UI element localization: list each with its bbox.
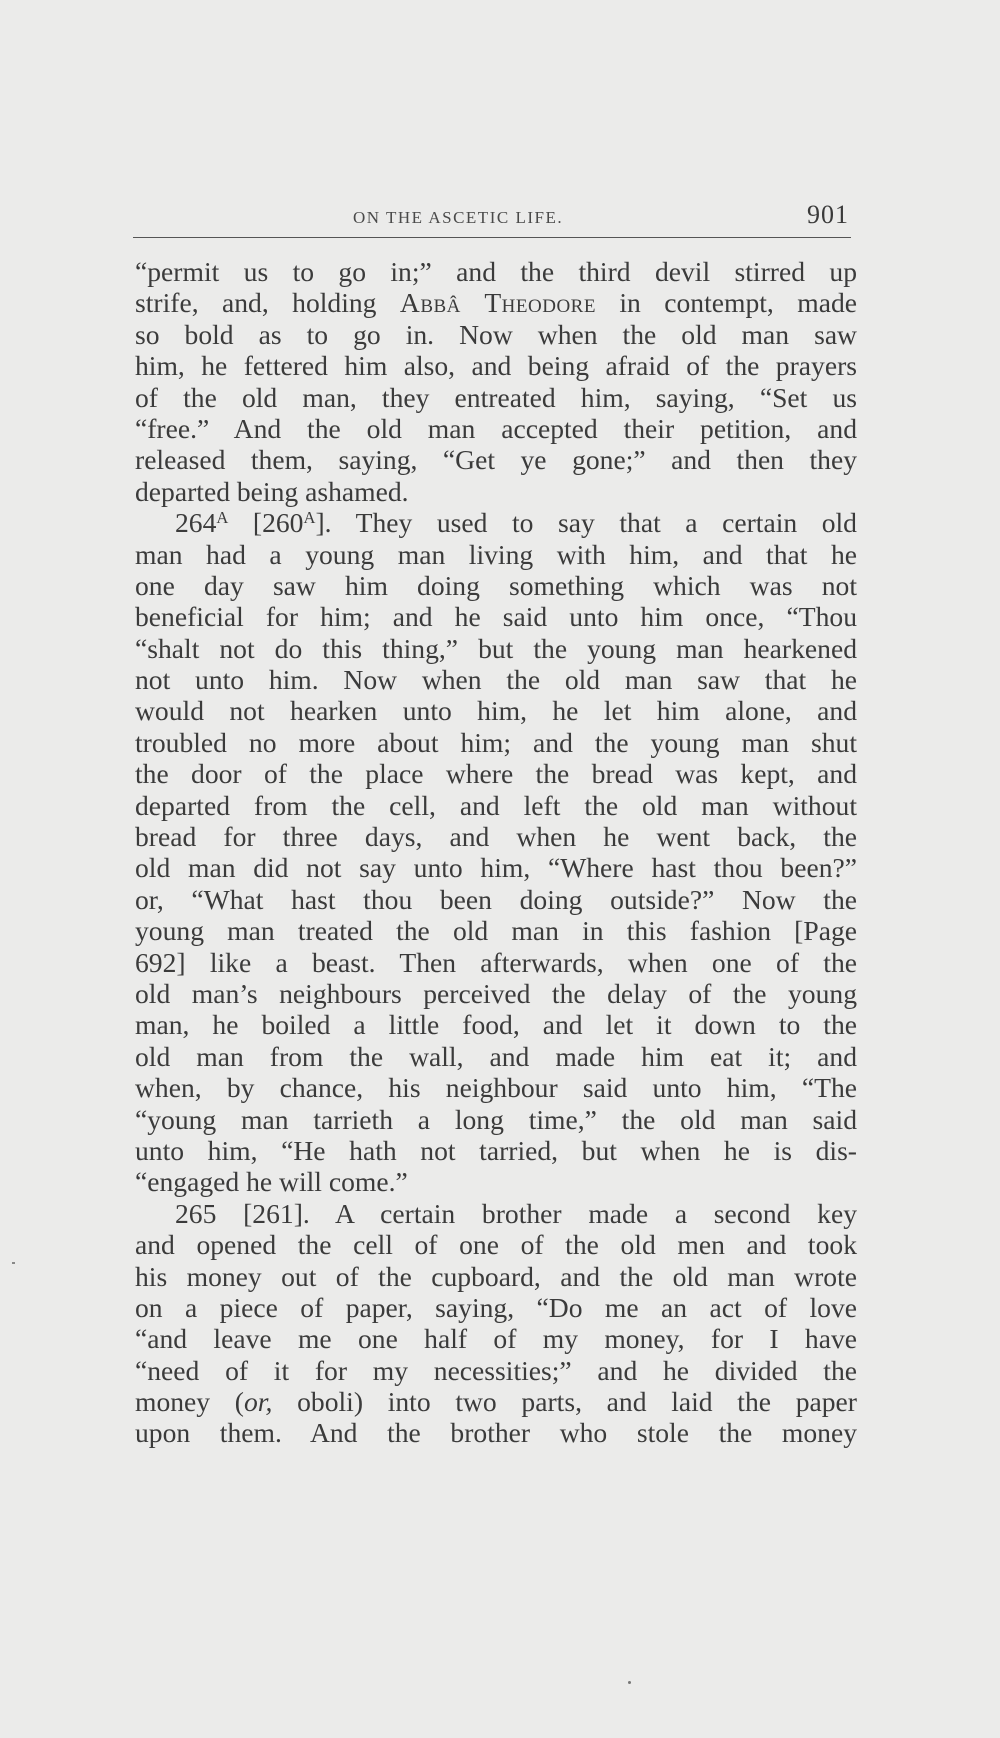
- running-head: ON THE ASCETIC LIFE.: [353, 208, 564, 227]
- name-abba: Abbâ: [399, 287, 461, 319]
- text-line: beneficial for him; and he said unto him once, “Thou: [135, 601, 857, 633]
- paper-speck: [628, 1681, 631, 1684]
- text-line: money (or, oboli) into two parts, and laid the paper: [135, 1386, 857, 1418]
- text-line: “free.” And the old man accepted their petition, and: [135, 412, 857, 444]
- text-line: “young man tarrieth a long time,” the old man said: [135, 1103, 857, 1135]
- text-line: “shalt not do this thing,” but the young man hearkened: [135, 632, 857, 664]
- text-line: would not hearken unto him, he let him alone, and: [135, 695, 857, 727]
- text-line: the door of the place where the bread was kept, and: [135, 758, 857, 790]
- text-line: “and leave me one half of my money, for I have: [135, 1323, 857, 1355]
- paper-speck: [12, 1262, 15, 1264]
- text-line: departed from the cell, and left the old man without: [135, 789, 857, 821]
- section-264-first-line: $264^A$ $[260^A]$. They used to say that a certain old: [175, 507, 857, 539]
- name-theodore: Theodore: [484, 287, 596, 319]
- text-line: “engaged he will come.”: [135, 1166, 408, 1198]
- text-line: departed being ashamed.: [135, 475, 409, 507]
- page-header: [133, 200, 853, 240]
- text-line: strife, and, holding Abbâ Theodore in contempt, made: [135, 287, 857, 319]
- header-rule: [133, 237, 851, 238]
- text-line: old man’s neighbours perceived the delay of the young: [135, 977, 857, 1009]
- text-line: man had a young man living with him, and that he: [135, 538, 857, 570]
- text-line: so bold as to go in. Now when the old man saw: [135, 318, 857, 350]
- text-line: 692] like a beast. Then afterwards, when one of the: [135, 946, 857, 978]
- section-264-label: $264^A$ $[260^A]$.: [175, 507, 332, 539]
- section-265-label: 265 [261].: [175, 1197, 310, 1229]
- text-line: and opened the cell of one of the old men and took: [135, 1229, 857, 1261]
- text-line: his money out of the cupboard, and the old man wrote: [135, 1260, 857, 1292]
- italic-or: or,: [244, 1386, 273, 1418]
- text-line: or, “What hast thou been doing outside?” Now the: [135, 883, 857, 915]
- text-line: “permit us to go in;” and the third devil stirred up: [135, 256, 857, 287]
- text-line: one day saw him doing something which was not: [135, 569, 857, 601]
- text-line: young man treated the old man in this fashion [Page: [135, 915, 857, 947]
- section-265-first-line: 265 [261]. A certain brother made a second key: [175, 1197, 857, 1229]
- text-line: of the old man, they entreated him, saying, “Set us: [135, 381, 857, 413]
- text-line: him, he fettered him also, and being afraid of the prayers: [135, 350, 857, 382]
- text-line: bread for three days, and when he went back, the: [135, 821, 857, 853]
- text-line: on a piece of paper, saying, “Do me an act of love: [135, 1291, 857, 1323]
- body-text: [135, 256, 857, 1449]
- text-line: old man from the wall, and made him eat it; and: [135, 1040, 857, 1072]
- text-line: released them, saying, “Get ye gone;” and then they: [135, 444, 857, 476]
- text-line: not unto him. Now when the old man saw that he: [135, 664, 857, 696]
- text-line: old man did not say unto him, “Where hast thou been?”: [135, 852, 857, 884]
- text-line: man, he boiled a little food, and let it down to the: [135, 1009, 857, 1041]
- text-line: troubled no more about him; and the young man shut: [135, 726, 857, 758]
- text-line: “need of it for my necessities;” and he divided the: [135, 1354, 857, 1386]
- text-line: upon them. And the brother who stole the money: [135, 1417, 857, 1449]
- page-number: 901: [807, 200, 849, 229]
- text-line: when, by chance, his neighbour said unto him, “The: [135, 1072, 857, 1104]
- text-line: unto him, “He hath not tarried, but when he is dis-: [135, 1134, 857, 1166]
